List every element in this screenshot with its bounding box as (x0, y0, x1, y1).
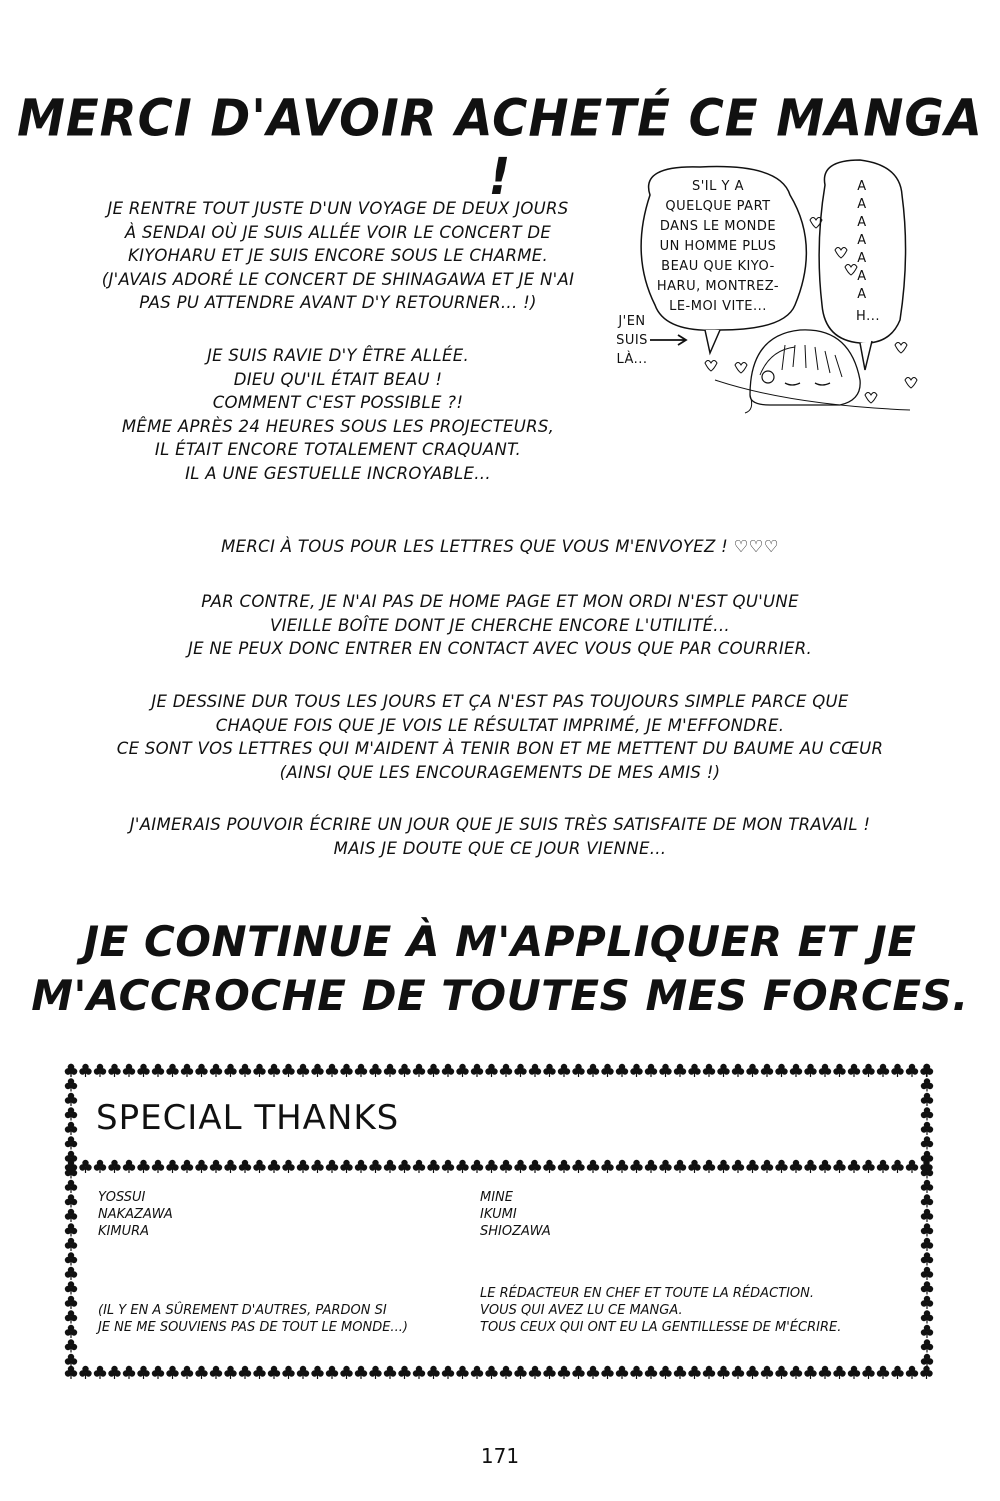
slogan-line: M'ACCROCHE DE TOUTES MES FORCES. (31, 971, 969, 1020)
clover-icon (921, 1267, 933, 1280)
text-line: J'AIMERAIS POUVOIR ÉCRIRE UN JOUR QUE JE SUIS TRÈS SATISFAITE DE MON TRAVAIL ! (129, 815, 871, 834)
clover-icon (703, 1064, 715, 1077)
clover-icon (514, 1160, 526, 1173)
clover-icon (210, 1160, 222, 1173)
note-line: TOUS CEUX QUI ONT EU LA GENTILLESSE DE M'ÉCRIRE. (480, 1320, 842, 1335)
clover-icon (819, 1366, 831, 1379)
clover-icon (398, 1366, 410, 1379)
clover-icon (355, 1366, 367, 1379)
clover-icon (921, 1209, 933, 1222)
note-left (98, 1302, 408, 1336)
clover-icon (848, 1160, 860, 1173)
clover-icon (210, 1366, 222, 1379)
text-line: IL A UNE GESTUELLE INCROYABLE... (185, 463, 491, 483)
clover-icon (442, 1064, 454, 1077)
clover-icon (123, 1366, 135, 1379)
clover-icon (94, 1064, 106, 1077)
clover-icon (224, 1160, 236, 1173)
clover-icon (529, 1064, 541, 1077)
clover-icon (601, 1366, 613, 1379)
clover-icon (558, 1064, 570, 1077)
note-line: LE RÉDACTEUR EN CHEF ET TOUTE LA RÉDACTION. (480, 1286, 815, 1301)
clover-icon (65, 1078, 77, 1091)
clover-icon (921, 1151, 933, 1164)
clover-icon (659, 1064, 671, 1077)
clover-icon (877, 1366, 889, 1379)
clover-icon (123, 1160, 135, 1173)
clover-icon (804, 1366, 816, 1379)
bubble-line: DANS LE MONDE (659, 219, 777, 234)
clover-icon (921, 1252, 933, 1265)
clover-icon (920, 1366, 932, 1379)
clover-icon (601, 1064, 613, 1077)
clover-icon (616, 1064, 628, 1077)
clover-icon (65, 1194, 77, 1207)
clover-icon (921, 1180, 933, 1193)
clover-icon (630, 1064, 642, 1077)
home-page-paragraph (0, 590, 1000, 661)
clover-icon (572, 1366, 584, 1379)
text-line: JE DESSINE DUR TOUS LES JOURS ET ÇA N'EST PAS TOUJOURS SIMPLE PARCE QUE (151, 692, 849, 711)
clover-icon (688, 1160, 700, 1173)
clover-icon (572, 1160, 584, 1173)
bubble-line: A (857, 197, 867, 212)
clover-icon (717, 1064, 729, 1077)
clover-icon (746, 1160, 758, 1173)
clover-icon (587, 1366, 599, 1379)
clover-icon (921, 1122, 933, 1135)
clover-icon (65, 1281, 77, 1294)
clover-icon (500, 1160, 512, 1173)
clover-icon (326, 1064, 338, 1077)
clover-icon (398, 1064, 410, 1077)
clover-icon (848, 1366, 860, 1379)
clover-icon (355, 1064, 367, 1077)
clover-icon (311, 1160, 323, 1173)
clover-icon (703, 1160, 715, 1173)
clover-icon (921, 1064, 933, 1077)
clover-icon (224, 1366, 236, 1379)
clover-icon (79, 1366, 91, 1379)
clover-icon (65, 1238, 77, 1251)
names-right-list (480, 1189, 551, 1240)
bubble-line: A (857, 269, 867, 284)
bubble-line: HARU, MONTREZ- (656, 279, 780, 294)
clover-icon (166, 1064, 178, 1077)
thanks-name: NAKAZAWA (98, 1207, 173, 1222)
clover-icon (674, 1064, 686, 1077)
clover-icon (65, 1354, 77, 1367)
clover-icon (311, 1064, 323, 1077)
clover-icon (921, 1223, 933, 1236)
bubble-line: UN HOMME PLUS (659, 239, 777, 254)
clover-icon (775, 1366, 787, 1379)
bubble-line: H... (856, 309, 880, 324)
clover-icon (630, 1366, 642, 1379)
bubble-line: A (857, 233, 867, 248)
clover-icon (123, 1064, 135, 1077)
clover-icon (456, 1160, 468, 1173)
text-line: COMMENT C'EST POSSIBLE ?! (212, 393, 464, 412)
clover-icon (659, 1160, 671, 1173)
text-line: IL ÉTAIT ENCORE TOTALEMENT CRAQUANT. (154, 440, 522, 459)
slogan-line: JE CONTINUE À M'APPLIQUER ET JE (83, 917, 917, 966)
thanks-name: KIMURA (98, 1224, 150, 1239)
clover-icon (906, 1366, 918, 1379)
intro-paragraph (58, 197, 618, 315)
clover-icon (804, 1160, 816, 1173)
text-line: CE SONT VOS LETTRES QUI M'AIDENT À TENIR BON ET ME METTENT DU BAUME AU CŒUR (116, 739, 884, 758)
clover-icon (65, 1122, 77, 1135)
bubble-line: A (857, 215, 867, 230)
clover-icon (384, 1160, 396, 1173)
clover-icon (65, 1252, 77, 1265)
clover-icon (891, 1064, 903, 1077)
clover-icon (572, 1064, 584, 1077)
clover-icon (848, 1064, 860, 1077)
clover-icon (413, 1160, 425, 1173)
clover-icon (398, 1160, 410, 1173)
dessine-paragraph (0, 690, 1000, 784)
text-line: (J'AVAIS ADORÉ LE CONCERT DE SHINAGAWA ET JE N'AI (101, 269, 575, 289)
clover-icon (195, 1064, 207, 1077)
text-line: (AINSI QUE LES ENCOURAGEMENTS DE MES AMIS !) (279, 762, 721, 782)
clover-icon (369, 1064, 381, 1077)
clover-icon (65, 1151, 77, 1164)
clover-icon (616, 1366, 628, 1379)
clover-icon (558, 1160, 570, 1173)
clover-icon (862, 1366, 874, 1379)
clover-icon (282, 1160, 294, 1173)
clover-icon (137, 1160, 149, 1173)
bubble-line: BEAU QUE KIYO- (661, 259, 775, 274)
clover-icon (921, 1296, 933, 1309)
clover-icon (746, 1366, 758, 1379)
clover-icon (152, 1160, 164, 1173)
clover-icon (529, 1366, 541, 1379)
clover-icon (65, 1209, 77, 1222)
clover-icon (427, 1366, 439, 1379)
clover-icon (442, 1160, 454, 1173)
clover-icon (152, 1366, 164, 1379)
clover-icon (384, 1366, 396, 1379)
clover-icon (195, 1366, 207, 1379)
clover-icon (921, 1078, 933, 1091)
text-line: MAIS JE DOUTE QUE CE JOUR VIENNE... (333, 838, 667, 858)
clover-icon (819, 1160, 831, 1173)
clover-icon (210, 1064, 222, 1077)
clover-icon (587, 1160, 599, 1173)
text-line: MERCI À TOUS POUR LES LETTRES QUE VOUS M'ENVOYEZ ! ♡♡♡ (221, 537, 779, 556)
clover-icon (456, 1064, 468, 1077)
author-illustration (610, 155, 930, 425)
thanks-name: MINE (480, 1190, 513, 1205)
clover-icon (921, 1238, 933, 1251)
note-right (480, 1285, 841, 1336)
clover-icon (645, 1064, 657, 1077)
clover-icon (674, 1160, 686, 1173)
clover-icon (79, 1160, 91, 1173)
clover-icon (775, 1064, 787, 1077)
clover-icon (833, 1160, 845, 1173)
bubble-line: A (857, 287, 867, 302)
clover-icon (485, 1160, 497, 1173)
clover-icon (65, 1339, 77, 1352)
clover-icon (65, 1223, 77, 1236)
note-line: JE NE ME SOUVIENS PAS DE TOUT LE MONDE...) (98, 1320, 408, 1335)
clover-icon (514, 1366, 526, 1379)
clover-icon (630, 1160, 642, 1173)
clover-icon (65, 1296, 77, 1309)
clover-icon (862, 1160, 874, 1173)
clover-icon (253, 1160, 265, 1173)
clover-icon (152, 1064, 164, 1077)
clover-icon (761, 1064, 773, 1077)
clover-icon (340, 1064, 352, 1077)
clover-icon (790, 1064, 802, 1077)
thanks-name: YOSSUI (98, 1190, 146, 1205)
clover-icon (761, 1160, 773, 1173)
clover-icon (819, 1064, 831, 1077)
text-line: KIYOHARU ET JE SUIS ENCORE SOUS LE CHARME. (127, 246, 549, 265)
clover-icon (471, 1366, 483, 1379)
clover-icon (355, 1160, 367, 1173)
clover-icon (746, 1064, 758, 1077)
clover-icon (340, 1366, 352, 1379)
clover-icon (659, 1366, 671, 1379)
clover-icon (485, 1064, 497, 1077)
clover-icon (543, 1064, 555, 1077)
bubble-line: QUELQUE PART (665, 199, 771, 214)
arrow-note-line: LÀ... (616, 352, 648, 367)
clover-icon (921, 1107, 933, 1120)
clover-icon (65, 1093, 77, 1106)
clover-icon (326, 1366, 338, 1379)
clover-icon (645, 1160, 657, 1173)
clover-icon (239, 1064, 251, 1077)
text-line: À SENDAI OÙ JE SUIS ALLÉE VOIR LE CONCERT DE (124, 222, 552, 242)
clover-icon (268, 1160, 280, 1173)
clover-icon (616, 1160, 628, 1173)
clover-icon (456, 1366, 468, 1379)
text-line: JE RENTRE TOUT JUSTE D'UN VOYAGE DE DEUX JOURS (107, 199, 569, 218)
ravie-paragraph (58, 344, 618, 485)
clover-icon (340, 1160, 352, 1173)
clover-icon (384, 1064, 396, 1077)
clover-icon (268, 1366, 280, 1379)
clover-icon (833, 1366, 845, 1379)
clover-icon (921, 1339, 933, 1352)
clover-icon (94, 1366, 106, 1379)
clover-icon (645, 1366, 657, 1379)
bubble-line: S'IL Y A (691, 179, 745, 194)
clover-icon (906, 1160, 918, 1173)
clover-icon (921, 1194, 933, 1207)
clover-icon (181, 1366, 193, 1379)
text-line: PAR CONTRE, JE N'AI PAS DE HOME PAGE ET MON ORDI N'EST QU'UNE (201, 592, 799, 611)
clover-icon (732, 1366, 744, 1379)
clover-icon (543, 1366, 555, 1379)
clover-icon (268, 1064, 280, 1077)
bubble-right-text (856, 179, 880, 324)
clover-icon (717, 1160, 729, 1173)
text-line: MÊME APRÈS 24 HEURES SOUS LES PROJECTEURS, (121, 416, 555, 436)
clover-icon (239, 1366, 251, 1379)
clover-icon (239, 1160, 251, 1173)
clover-icon (921, 1136, 933, 1149)
clover-icon (137, 1064, 149, 1077)
clover-icon (471, 1160, 483, 1173)
clover-icon (921, 1281, 933, 1294)
clover-icon (891, 1366, 903, 1379)
note-line: (IL Y EN A SÛREMENT D'AUTRES, PARDON SI (98, 1303, 387, 1318)
clover-icon (906, 1064, 918, 1077)
arrow-note-line: J'EN (618, 314, 646, 329)
clover-icon (108, 1366, 120, 1379)
clover-icon (921, 1325, 933, 1338)
clover-icon (195, 1160, 207, 1173)
clover-icon (65, 1107, 77, 1120)
clover-icon (253, 1064, 265, 1077)
page-title: MERCI D'AVOIR ACHETÉ CE MANGA ! (17, 89, 983, 207)
clover-icon (717, 1366, 729, 1379)
text-line: VIEILLE BOÎTE DONT JE CHERCHE ENCORE L'UTILITÉ... (270, 615, 730, 635)
bubble-line: A (857, 179, 867, 194)
text-line: PAS PU ATTENDRE AVANT D'Y RETOURNER... !) (139, 293, 537, 312)
clover-icon (65, 1136, 77, 1149)
clover-icon (921, 1354, 933, 1367)
clover-icon (224, 1064, 236, 1077)
clover-icon (297, 1160, 309, 1173)
clover-icon (703, 1366, 715, 1379)
clover-icon (413, 1064, 425, 1077)
clover-icon (326, 1160, 338, 1173)
clover-icon (311, 1366, 323, 1379)
clover-icon (862, 1064, 874, 1077)
names-left-list (98, 1189, 173, 1240)
clover-icon (877, 1160, 889, 1173)
clover-icon (471, 1064, 483, 1077)
clover-icon (65, 1310, 77, 1323)
clover-icon (94, 1160, 106, 1173)
clover-icon (543, 1160, 555, 1173)
clover-icon (65, 1267, 77, 1280)
clover-icon (485, 1366, 497, 1379)
clover-icon (601, 1160, 613, 1173)
clover-icon (587, 1064, 599, 1077)
clover-icon (297, 1064, 309, 1077)
clover-icon (166, 1160, 178, 1173)
clover-icon (369, 1366, 381, 1379)
clover-icon (137, 1366, 149, 1379)
clover-icon (65, 1325, 77, 1338)
clover-icon (790, 1366, 802, 1379)
clover-icon (500, 1366, 512, 1379)
clover-icon (427, 1160, 439, 1173)
clover-icon (442, 1366, 454, 1379)
clover-icon (65, 1366, 77, 1379)
clover-icon (79, 1064, 91, 1077)
thanks-name: IKUMI (480, 1207, 517, 1222)
bubble-line: LE-MOI VITE... (669, 299, 767, 314)
clover-icon (790, 1160, 802, 1173)
merci-paragraph (0, 535, 1000, 559)
clover-icon (921, 1093, 933, 1106)
text-line: CHAQUE FOIS QUE JE VOIS LE RÉSULTAT IMPRIMÉ, JE M'EFFONDRE. (215, 715, 785, 735)
clover-icon (674, 1366, 686, 1379)
clover-icon (732, 1064, 744, 1077)
clover-icon (65, 1064, 77, 1077)
clover-icon (921, 1310, 933, 1323)
clover-icon (181, 1064, 193, 1077)
clover-icon (500, 1064, 512, 1077)
clover-icon (427, 1064, 439, 1077)
clover-icon (297, 1366, 309, 1379)
clover-icon (253, 1366, 265, 1379)
text-line: JE SUIS RAVIE D'Y ÊTRE ALLÉE. (206, 346, 470, 365)
clover-icon (688, 1064, 700, 1077)
text-line: DIEU QU'IL ÉTAIT BEAU ! (233, 369, 443, 389)
text-line: JE NE PEUX DONC ENTRER EN CONTACT AVEC VOUS QUE PAR COURRIER. (187, 639, 813, 658)
clover-icon (891, 1160, 903, 1173)
clover-icon (369, 1160, 381, 1173)
bubble-left-text (657, 179, 779, 314)
thanks-name: SHIOZAWA (480, 1224, 551, 1239)
arrow-icon (650, 335, 686, 345)
clover-icon (282, 1366, 294, 1379)
clover-icon (761, 1366, 773, 1379)
arrow-note-line: SUIS (616, 333, 648, 348)
clover-icon (529, 1160, 541, 1173)
page-number: 171 (480, 1444, 520, 1468)
note-line: VOUS QUI AVEZ LU CE MANGA. (480, 1303, 683, 1318)
clover-icon (166, 1366, 178, 1379)
special-thanks-title: SPECIAL THANKS (96, 1098, 400, 1138)
clover-icon (413, 1366, 425, 1379)
clover-icon (775, 1160, 787, 1173)
bubble-line: A (857, 251, 867, 266)
clover-icon (514, 1064, 526, 1077)
clover-icon (282, 1064, 294, 1077)
clover-icon (877, 1064, 889, 1077)
clover-icon (181, 1160, 193, 1173)
clover-icon (108, 1064, 120, 1077)
clover-icon (688, 1366, 700, 1379)
clover-icon (558, 1366, 570, 1379)
clover-icon (732, 1160, 744, 1173)
jaimerais-paragraph (0, 813, 1000, 860)
clover-icon (65, 1180, 77, 1193)
slogan-heading (0, 915, 1000, 1023)
clover-icon (108, 1160, 120, 1173)
clover-icon (833, 1064, 845, 1077)
clover-icon (804, 1064, 816, 1077)
